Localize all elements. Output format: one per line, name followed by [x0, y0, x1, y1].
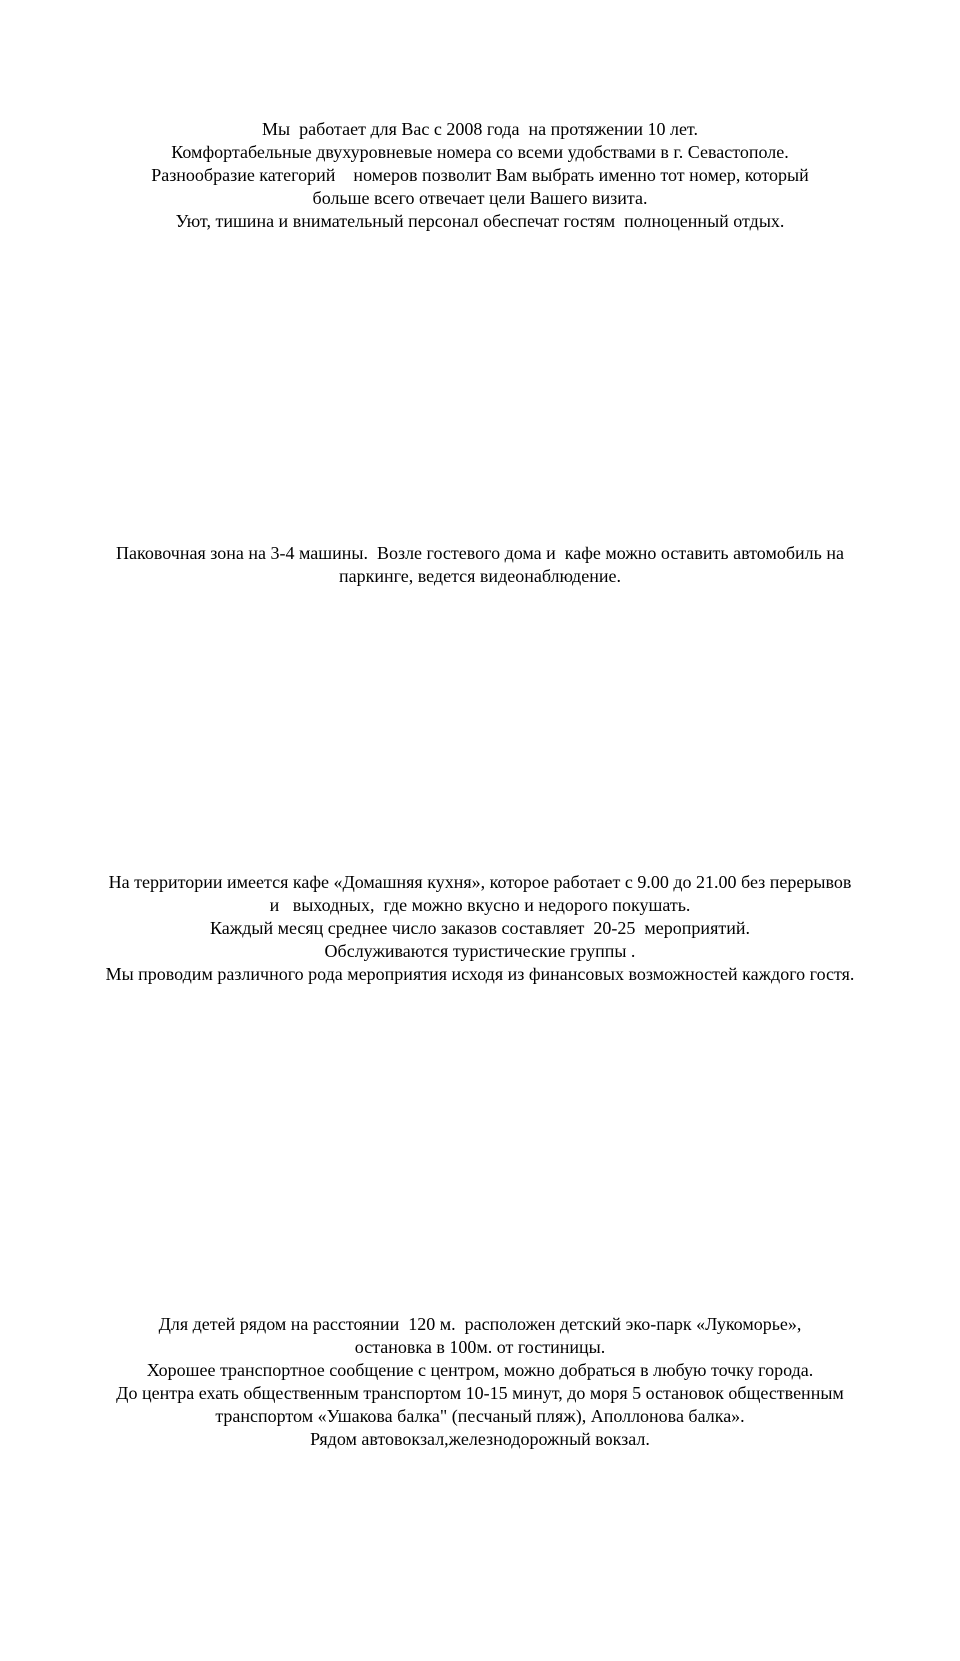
paragraph-cafe — [55, 871, 905, 986]
text-line: Для детей рядом на расстоянии 120 м. расположен детский эко-парк «Лукоморье», — [158, 1314, 802, 1334]
text-line: транспортом «Ушакова балка" (песчаный пляж), Аполлонова балка». — [215, 1406, 745, 1426]
text-line: Паковочная зона на 3-4 машины. Возле гостевого дома и кафе можно оставить автомобиль на — [116, 543, 844, 563]
text-line: На территории имеется кафе «Домашняя кухня», которое работает с 9.00 до 21.00 без перерывов — [108, 872, 852, 892]
text-line: больше всего отвечает цели Вашего визита. — [312, 188, 648, 208]
text-line: Рядом автовокзал,железнодорожный вокзал. — [310, 1429, 650, 1449]
text-line: Каждый месяц среднее число заказов составляет 20-25 мероприятий. — [210, 918, 750, 938]
text-line: Мы проводим различного рода мероприятия исходя из финансовых возможностей каждого гостя. — [105, 964, 855, 984]
text-line: и выходных, где можно вкусно и недорого покушать. — [269, 895, 691, 915]
text-line: Уют, тишина и внимательный персонал обеспечат гостям полноценный отдых. — [175, 211, 785, 231]
text-line: паркинге, ведется видеонаблюдение. — [339, 566, 621, 586]
text-line: Обслуживаются туристические группы . — [324, 941, 636, 961]
text-line: Комфортабельные двухуровневые номера со всеми удобствами в г. Севастополе. — [171, 142, 789, 162]
text-line: Хорошее транспортное сообщение с центром, можно добраться в любую точку города. — [146, 1360, 814, 1380]
text-line: До центра ехать общественным транспортом 10-15 минут, до моря 5 остановок общественным — [116, 1383, 844, 1403]
paragraph-transport — [55, 1313, 905, 1451]
paragraph-intro — [55, 118, 905, 233]
paragraph-parking — [55, 542, 905, 588]
text-line: Разнообразие категорий номеров позволит Вам выбрать именно тот номер, который — [151, 165, 809, 185]
text-line: остановка в 100м. от гостиницы. — [354, 1337, 606, 1357]
text-line: Мы работает для Вас с 2008 года на протяжении 10 лет. — [262, 119, 698, 139]
